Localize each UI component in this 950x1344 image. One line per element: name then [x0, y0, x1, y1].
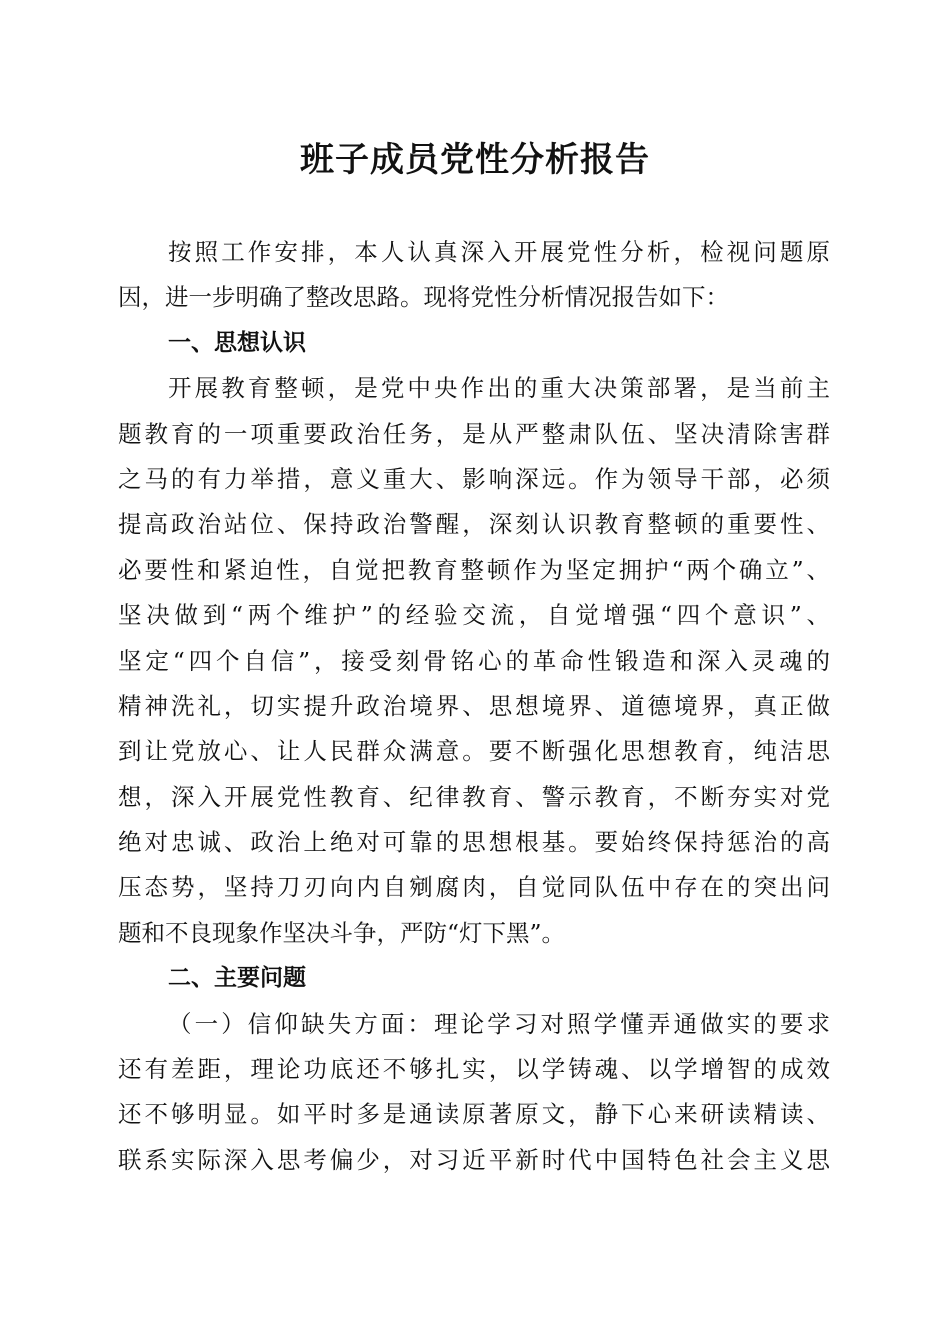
text-line: 还有差距，理论功底还不够扎实，以学铸魂、以学增智的成效	[118, 1055, 830, 1084]
section-heading: 二、主要问题	[168, 965, 306, 992]
text-line: 精神洗礼，切实提升政治境界、思想境界、道德境界，真正做	[118, 691, 830, 720]
text-line: 绝对忠诚、政治上绝对可靠的思想根基。要始终保持惩治的高	[118, 828, 830, 857]
text-line: 题和不良现象作坚决斗争，严防“灯下黑”。	[118, 918, 566, 947]
text-line: 题教育的一项重要政治任务，是从严整肃队伍、坚决清除害群	[118, 419, 830, 448]
document-body	[118, 230, 830, 1183]
text-line: 之马的有力举措，意义重大、影响深远。作为领导干部，必须	[118, 464, 830, 493]
text-line: 提高政治站位、保持政治警醒，深刻认识教育整顿的重要性、	[118, 510, 830, 539]
text-line: 还不够明显。如平时多是通读原著原文，静下心来研读精读、	[118, 1100, 830, 1129]
text-line: 坚定“四个自信”，接受刻骨铭心的革命性锻造和深入灵魂的	[118, 646, 830, 675]
text-line: 必要性和紧迫性，自觉把教育整顿作为坚定拥护“两个确立”、	[118, 555, 830, 584]
text-line: 坚决做到“两个维护”的经验交流，自觉增强“四个意识”、	[118, 601, 830, 630]
document-title: 班子成员党性分析报告	[300, 140, 650, 180]
text-line: 想，深入开展党性教育、纪律教育、警示教育，不断夯实对党	[118, 782, 830, 811]
text-line: 按照工作安排，本人认真深入开展党性分析，检视问题原	[168, 238, 830, 266]
text-line: 压态势，坚持刀刃向内自剜腐肉，自觉同队伍中存在的突出问	[118, 873, 830, 902]
text-line: 联系实际深入思考偏少，对习近平新时代中国特色社会主义思	[118, 1145, 830, 1174]
text-line: （一）信仰缺失方面：理论学习对照学懂弄通做实的要求	[168, 1009, 830, 1038]
section-heading: 一、思想认识	[168, 329, 306, 356]
text-line: 因，进一步明确了整改思路。现将党性分析情况报告如下：	[118, 283, 729, 312]
text-line: 到让党放心、让人民群众满意。要不断强化思想教育，纯洁思	[118, 737, 830, 766]
text-line: 开展教育整顿，是党中央作出的重大决策部署，是当前主	[168, 374, 830, 403]
